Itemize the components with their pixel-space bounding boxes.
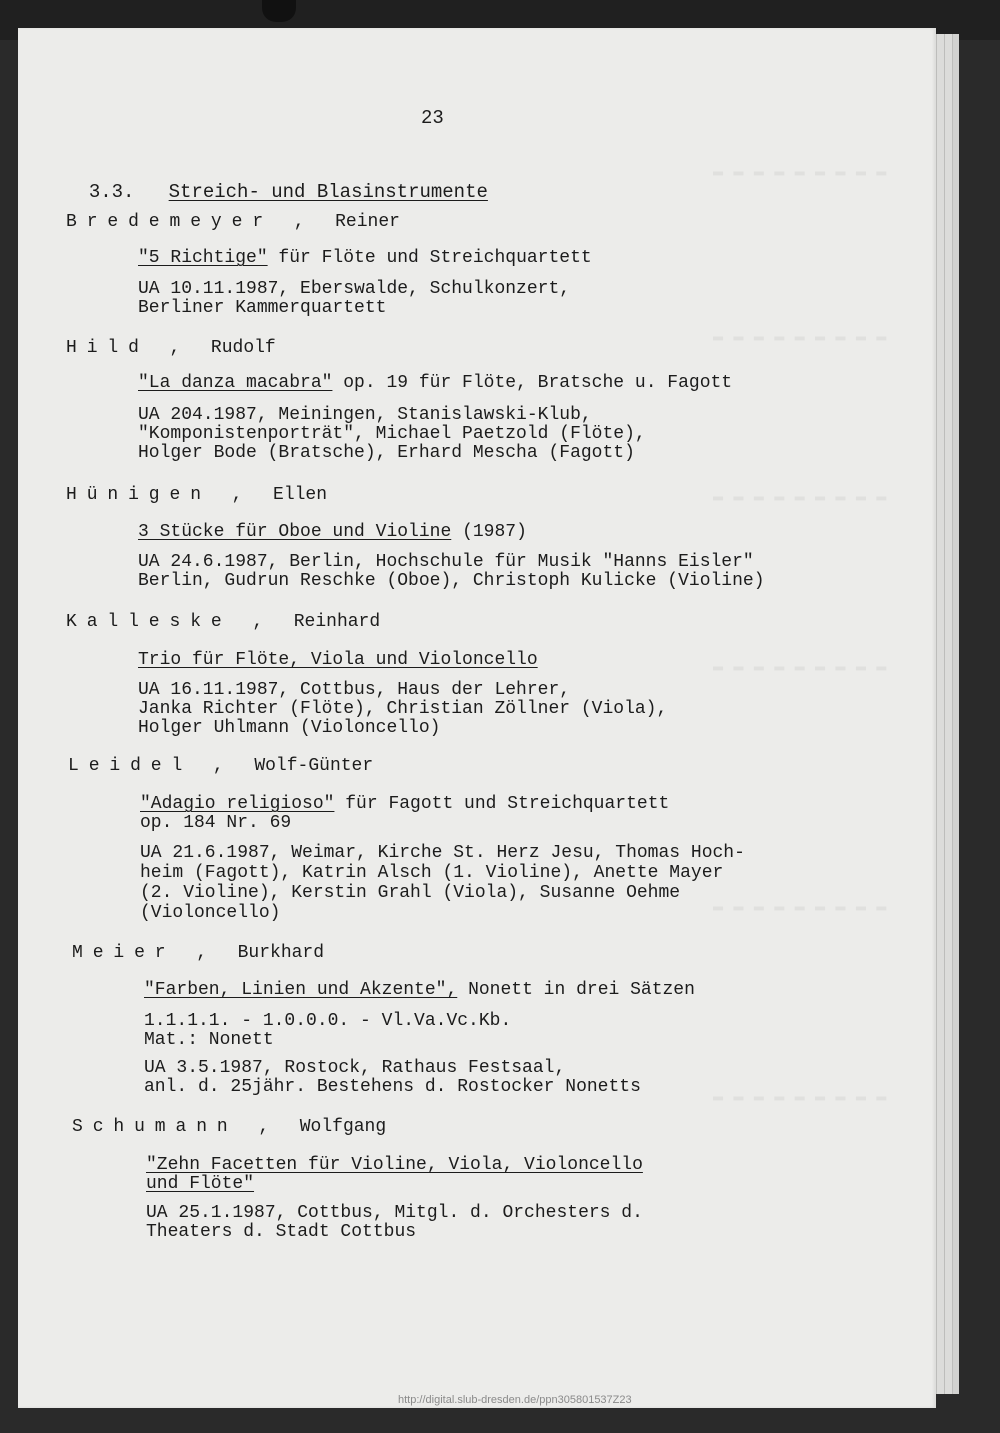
composer-name: Bredemeyer , Reiner bbox=[66, 212, 400, 232]
work-title: Trio für Flöte, Viola und Violoncello bbox=[138, 650, 538, 670]
work-title: "La danza macabra" op. 19 für Flöte, Bratsche u. Fagott bbox=[138, 373, 733, 393]
premiere-detail: UA 10.11.1987, Eberswalde, Schulkonzert, bbox=[138, 279, 571, 299]
page-edge bbox=[952, 34, 959, 1394]
bleed-through: ▬ ▬ ▬ ▬ ▬ ▬ ▬ ▬ ▬ bbox=[713, 658, 887, 677]
bleed-through: ▬ ▬ ▬ ▬ ▬ ▬ ▬ ▬ ▬ bbox=[713, 163, 887, 182]
binder-clip bbox=[262, 0, 296, 22]
premiere-detail: Berliner Kammerquartett bbox=[138, 298, 387, 318]
page-number: 23 bbox=[421, 107, 444, 129]
bleed-through: ▬ ▬ ▬ ▬ ▬ ▬ ▬ ▬ ▬ bbox=[713, 898, 887, 917]
composer-name: Hünigen , Ellen bbox=[66, 485, 328, 505]
premiere-detail: UA 16.11.1987, Cottbus, Haus der Lehrer, bbox=[138, 680, 571, 700]
page-edge bbox=[936, 34, 944, 1394]
work-title: "5 Richtige" für Flöte und Streichquartett bbox=[138, 248, 592, 268]
source-url: http://digital.slub-dresden.de/ppn305801537Z23 bbox=[398, 1394, 632, 1406]
composer-name: Leidel , Wolf-Günter bbox=[68, 756, 374, 776]
premiere-detail: Holger Uhlmann (Violoncello) bbox=[138, 718, 441, 738]
scoring-line: 1.1.1.1. - 1.0.0.0. - Vl.Va.Vc.Kb. bbox=[144, 1011, 512, 1031]
premiere-detail: Berlin, Gudrun Reschke (Oboe), Christoph Kulicke (Violine) bbox=[138, 571, 765, 591]
premiere-detail: Janka Richter (Flöte), Christian Zöllner (Viola), bbox=[138, 699, 668, 719]
work-title-continued: und Flöte" bbox=[146, 1174, 255, 1194]
premiere-detail: Holger Bode (Bratsche), Erhard Mescha (Fagott) bbox=[138, 443, 635, 463]
work-opus: op. 184 Nr. 69 bbox=[140, 813, 292, 833]
premiere-detail: UA 3.5.1987, Rostock, Rathaus Festsaal, bbox=[144, 1058, 566, 1078]
premiere-detail: UA 24.6.1987, Berlin, Hochschule für Musik "Hanns Eisler" bbox=[138, 552, 754, 572]
work-title: "Adagio religioso" für Fagott und Streichquartett bbox=[140, 794, 670, 814]
section-title: Streich- und Blasinstrumente bbox=[168, 181, 488, 203]
premiere-detail: UA 21.6.1987, Weimar, Kirche St. Herz Jesu, Thomas Hoch- bbox=[140, 843, 745, 863]
work-title: "Farben, Linien und Akzente", Nonett in drei Sätzen bbox=[144, 980, 695, 1000]
composer-name: Kalleske , Reinhard bbox=[66, 612, 381, 632]
scoring-line: Mat.: Nonett bbox=[144, 1030, 274, 1050]
bleed-through: ▬ ▬ ▬ ▬ ▬ ▬ ▬ ▬ ▬ bbox=[713, 488, 887, 507]
premiere-detail: (2. Violine), Kerstin Grahl (Viola), Susanne Oehme bbox=[140, 883, 681, 903]
page-edge bbox=[944, 34, 952, 1394]
section-heading bbox=[66, 162, 488, 202]
bleed-through: ▬ ▬ ▬ ▬ ▬ ▬ ▬ ▬ ▬ bbox=[713, 1088, 887, 1107]
premiere-detail: anl. d. 25jähr. Bestehens d. Rostocker Nonetts bbox=[144, 1077, 641, 1097]
work-title: "Zehn Facetten für Violine, Viola, Violoncello bbox=[146, 1155, 643, 1175]
premiere-detail: heim (Fagott), Katrin Alsch (1. Violine), Anette Mayer bbox=[140, 863, 724, 883]
bleed-through: ▬ ▬ ▬ ▬ ▬ ▬ ▬ ▬ ▬ bbox=[713, 328, 887, 347]
premiere-detail: UA 204.1987, Meiningen, Stanislawski-Klub, bbox=[138, 405, 592, 425]
premiere-detail: (Violoncello) bbox=[140, 903, 281, 923]
composer-name: Meier , Burkhard bbox=[72, 943, 325, 963]
premiere-detail: "Komponistenporträt", Michael Paetzold (Flöte), bbox=[138, 424, 646, 444]
composer-name: Schumann , Wolfgang bbox=[72, 1117, 387, 1137]
premiere-detail: Theaters d. Stadt Cottbus bbox=[146, 1222, 417, 1242]
premiere-detail: UA 25.1.1987, Cottbus, Mitgl. d. Orchesters d. bbox=[146, 1203, 643, 1223]
section-number: 3.3. bbox=[88, 181, 135, 203]
work-title: 3 Stücke für Oboe und Violine (1987) bbox=[138, 522, 527, 542]
composer-name: Hild , Rudolf bbox=[66, 338, 276, 358]
